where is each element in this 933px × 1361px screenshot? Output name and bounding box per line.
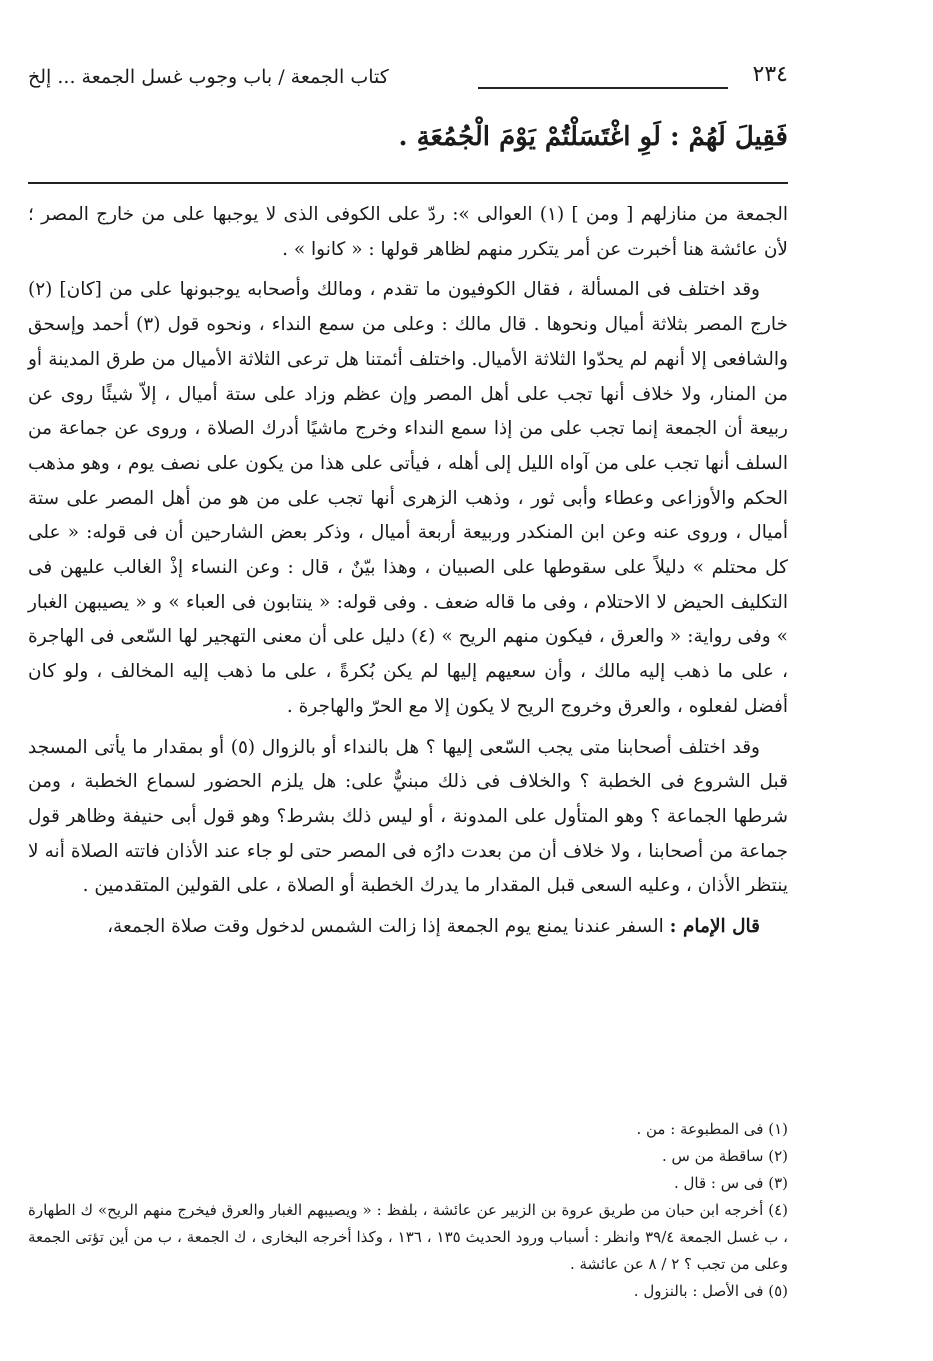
paragraph-2: وقد اختلف فى المسألة ، فقال الكوفيون ما تقدم ، ومالك وأصحابه يوجبونها على من [كان] (٢) خارج المصر بثلاثة أميال ونحوها . قال مالك : وعلى من سمع النداء ، ونحوه قول (٣) أحمد وإسحق والشافعى إلا أنهم لم يحدّوا الثلاثة الأميال. واختلف أئمتنا هل ترعى الثلاثة الأميال من طرق المدينة أو من المنار، ولا خلاف أنها تجب على أهل المصر وإن عظم وزاد على ستة أميال ، إلاّ شيئًا روى عن ربيعة أن الجمعة إنما تجب على من إذا سمع النداء وخرج ماشيًا أدرك الصلاة ، وروى عن جماعة من السلف أنها تجب على من آواه الليل إلى أهله ، فيأتى على هذا من يكون على نصف يوم ، وهو مذهب الحكم والأوزاعى وعطاء وأبى ثور ، وذهب الزهرى أنها تجب على من هو من أهل المصر على ستة أميال ، وروى عنه وعن ابن المنكدر وربيعة أربعة أميال ، وذكر بعض الشارحين أن فى قوله: « على كل محتلم » دليلاً على سقوطها على الصبيان ، وهذا بيّنٌ ، قال : وعن النساء إذْ الغالب عليهن فى التكليف الحيض لا الاحتلام ، وفى ما قاله ضعف . وفى قوله: « ينتابون فى العباء » و « يصيبهن الغبار » وفى رواية: « والعرق ، فيكون منهم الريح » (٤) دليل على أن معنى التهجير لها السّعى فى الهاجرة ، على ما ذهب إليه مالك ، وأن سعيهم إليها لم يكن بُكرةً ، على ما ذهب إليه المخالف ، ولو كان أفضل لفعلوه ، والعرق وخروج الريح لا يكون إلا مع الحرّ والهاجرة . [28,279,789,717]
paragraph-3: وقد اختلف أصحابنا متى يجب السّعى إليها ؟ هل بالنداء أو بالزوال (٥) أو بمقدار ما يأتى المسجد قبل الشروع فى الخطبة ؟ والخلاف فى ذلك مبنيٌّ على: هل يلزم الحضور لسماع الخطبة ، ومن شرطها الجماعة ؟ وهو المتأول على المدونة ، أو ليس ذلك بشرط؟ وهو قول أبى حنيفة وظاهر قول جماعة من أصحابنا ، ولا خلاف أن من بعدت دارُه فى المصر حتى لو جاء عند الأذان فاتته الصلاة أنه لا ينتظر الأذان ، وعليه السعى قبل المقدار ما يدرك الخطبة أو الصلاة ، على القولين المتقدمين . [28,736,788,897]
commentary-body [28,198,788,945]
footnote-5: (٥) فى الأصل : بالنزول . [633,1282,788,1300]
paragraph-1: الجمعة من منازلهم [ ومن ] (١) العوالى »: ردّ على الكوفى الذى لا يوجبها على من خارج المصر ؛ لأن عائشة هنا أخبرت عن أمر يتكرر منهم لظاهر قولها : « كانوا » . [28,204,788,260]
imam-paragraph [28,910,788,945]
footnote-2: (٢) ساقطة من س . [661,1147,788,1165]
footnotes [28,1116,788,1305]
imam-label: قال الإمام : [669,916,760,938]
footnote-4: (٤) أخرجه ابن حبان من طريق عروة بن الزبير عن عائشة ، بلفظ : « ويصيبهم الغبار والعرق فيخرج منهم الريح» ك الطهارة ، ب غسل الجمعة ٣٩/٤ وانظر : أسباب ورود الحديث ١٣٥ ، ١٣٦ ، وكذا أخرجه البخارى ، ك الجمعة ، ب من أين تؤتى الجمعة وعلى من تجب ؟ ٢ / ٨ عن عائشة . [28,1201,788,1273]
running-header [28,56,788,96]
footnote-3: (٣) فى س : قال . [673,1174,788,1192]
imam-text: السفر عندنا يمنع يوم الجمعة إذا زالت الشمس لدخول وقت صلاة الجمعة، [107,916,664,938]
section-divider [28,182,788,184]
running-title: كتاب الجمعة / باب وجوب غسل الجمعة ... إلخ [28,66,389,88]
footnote-1: (١) فى المطبوعة : من . [636,1120,788,1138]
book-page [28,56,788,1346]
header-rule [478,87,728,89]
page-number: ٢٣٤ [752,62,788,87]
hadith-quote: فَقِيلَ لَهُمْ : لَوِ اغْتَسَلْتُمْ يَوْمَ الْجُمُعَةِ . [398,122,788,152]
